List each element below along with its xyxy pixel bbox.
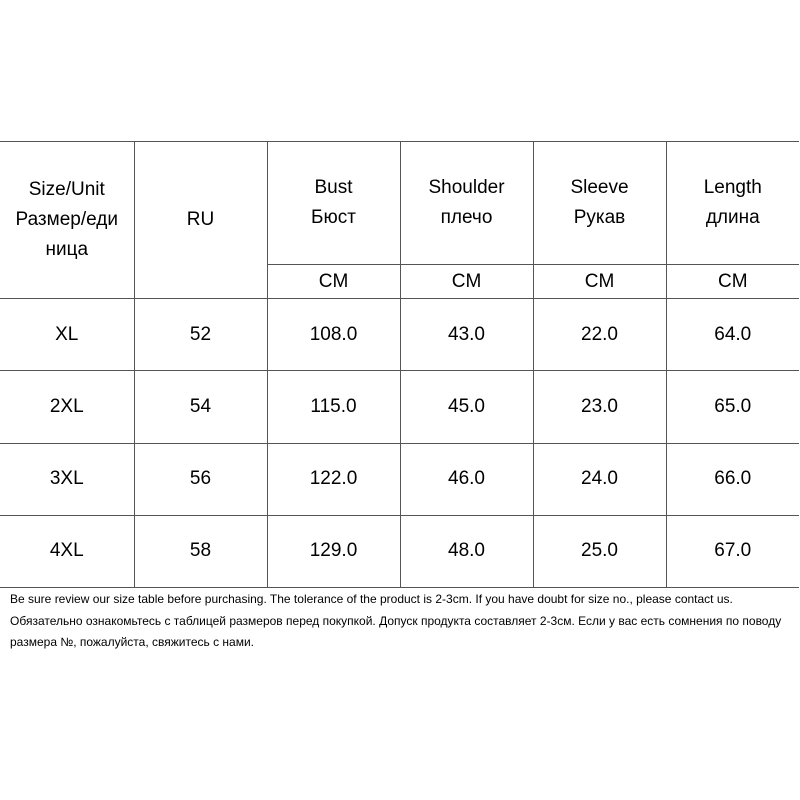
header-bust-ru: Бюст [311,207,356,229]
unit-bust: CM [267,265,400,299]
header-length-ru: длина [705,207,760,229]
cell-ru: 52 [134,299,267,371]
table-row [0,371,799,443]
header-size-unit: Size/Unit Размер/еди ница [0,142,134,299]
cell-length: 65.0 [666,371,799,443]
cell-shoulder: 43.0 [400,299,533,371]
header-length [666,142,799,265]
header-bust [267,142,400,265]
cell-bust: 122.0 [267,443,400,515]
cell-sleeve: 23.0 [533,371,666,443]
cell-size: XL [0,299,134,371]
unit-length: CM [666,265,799,299]
cell-length: 64.0 [666,299,799,371]
table-row [0,443,799,515]
cell-bust: 108.0 [267,299,400,371]
cell-sleeve: 22.0 [533,299,666,371]
header-shoulder [400,142,533,265]
cell-shoulder: 45.0 [400,371,533,443]
size-table [0,141,799,588]
note-russian: Обязательно ознакомьтесь с таблицей размеров перед покупкой. Допуск продукта составляет 2-3см. Если у вас есть сомнения по поводу размера №, пожалуйста, свяжитесь с нами. [10,613,782,649]
header-shoulder-ru: плечо [440,207,493,229]
header-shoulder-en: Shoulder [428,177,505,199]
cell-sleeve: 24.0 [533,443,666,515]
cell-shoulder: 46.0 [400,443,533,515]
cell-length: 67.0 [666,515,799,587]
header-ru: RU [134,142,267,299]
cell-length: 66.0 [666,443,799,515]
header-sleeve [533,142,666,265]
cell-sleeve: 25.0 [533,515,666,587]
cell-bust: 129.0 [267,515,400,587]
header-length-en: Length [703,177,762,199]
cell-size: 2XL [0,371,134,443]
note-english: Be sure review our size table before purchasing. The tolerance of the product is 2-3cm. If you have doubt for size no., please contact us. [10,592,733,606]
cell-size: 4XL [0,515,134,587]
header-bust-en: Bust [314,177,353,199]
cell-bust: 115.0 [267,371,400,443]
cell-ru: 58 [134,515,267,587]
cell-ru: 56 [134,443,267,515]
header-row [0,142,799,265]
header-sleeve-en: Sleeve [570,177,629,199]
unit-shoulder: CM [400,265,533,299]
table-row [0,515,799,587]
cell-size: 3XL [0,443,134,515]
cell-shoulder: 48.0 [400,515,533,587]
size-notes [10,589,795,654]
table-row [0,299,799,371]
header-sleeve-ru: Рукав [573,207,626,229]
unit-sleeve: CM [533,265,666,299]
cell-ru: 54 [134,371,267,443]
